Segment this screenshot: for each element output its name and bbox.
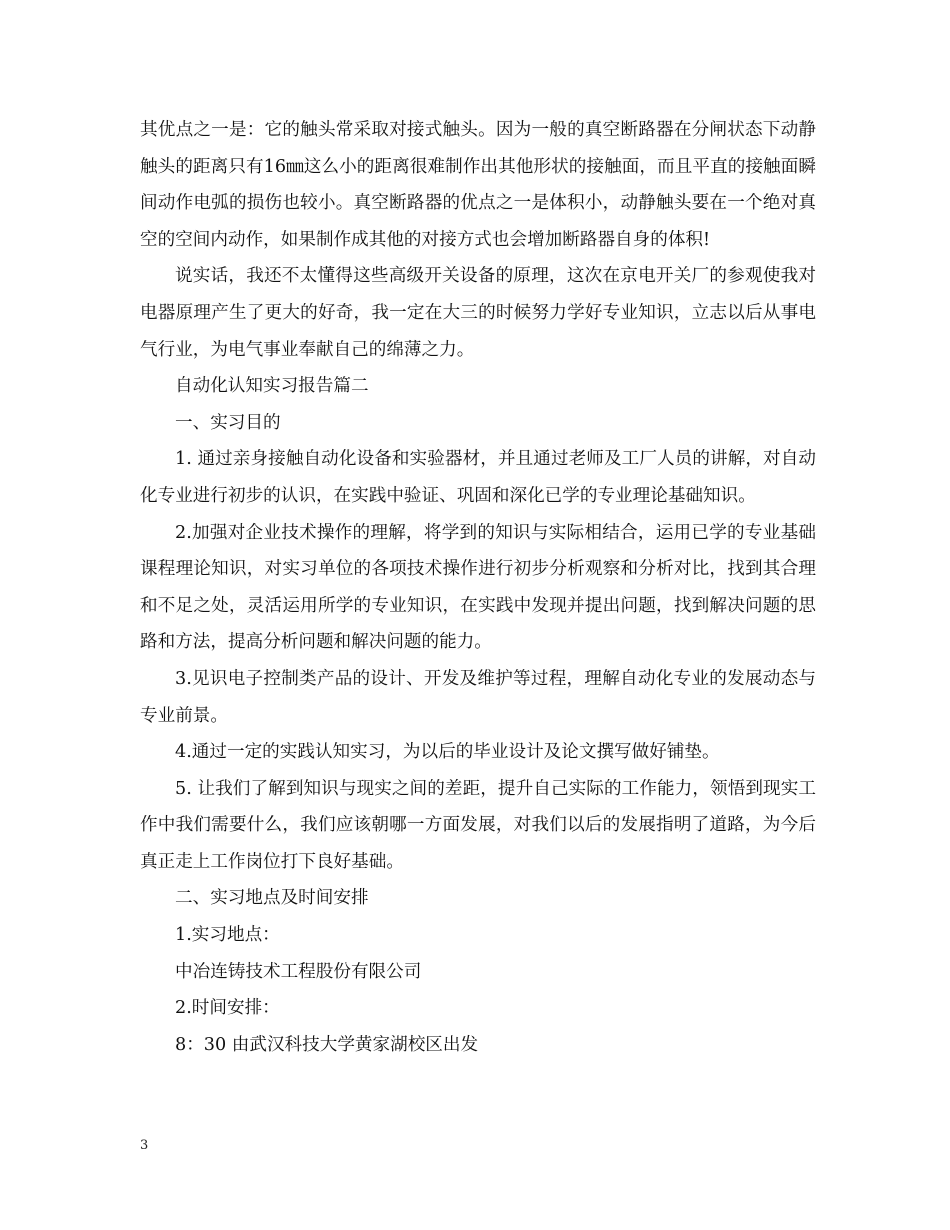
purpose-item-1: 1. 通过亲身接触自动化设备和实验器材，并且通过老师及工厂人员的讲解，对自动化专业进行初步的认识，在实践中验证、巩固和深化已学的专业理论基础知识。 [140,449,816,506]
location-value: 中冶连铸技术工程股份有限公司 [175,961,422,982]
paragraph-vacuum-breaker-advantages: 其优点之一是：它的触头常采取对接式触头。因为一般的真空断路器在分闸状态下动静触头的距离只有16㎜这么小的距离很难制作出其他形状的接触面，而且平直的接触面瞬间动作电弧的损伤也较小。真空断路器的优点之一是体积小，动静触头要在一个绝对真空的空间内动作，如果制作成其他的对接方式也会增加断路器自身的体积! [140,120,816,250]
heading-location-and-schedule: 二、实习地点及时间安排 [175,888,369,909]
heading-internship-purpose: 一、实习目的 [175,412,281,433]
document-body [140,112,816,1063]
location-label: 1.实习地点： [175,925,280,946]
page-number: 3 [140,1138,149,1153]
purpose-item-5: 5. 让我们了解到知识与现实之间的差距，提升自己实际的工作能力，领悟到现实工作中我们需要什么，我们应该朝哪一方面发展，对我们以后的发展指明了道路，为今后真正走上工作岗位打下良好基础。 [140,778,816,872]
section-title-report-part-two: 自动化认知实习报告篇二 [175,376,369,397]
paragraph-personal-reflection: 说实话，我还不太懂得这些高级开关设备的原理，这次在京电开关厂的参观使我对电器原理产生了更大的好奇，我一定在大三的时候努力学好专业知识，立志以后从事电气行业，为电气事业奉献自己的绵薄之力。 [140,266,816,360]
schedule-label: 2.时间安排： [175,998,280,1019]
purpose-item-4: 4.通过一定的实践认知实习，为以后的毕业设计及论文撰写做好铺垫。 [175,742,720,763]
purpose-item-3: 3.见识电子控制类产品的设计、开发及维护等过程，理解自动化专业的发展动态与专业前景。 [140,668,816,726]
purpose-item-2: 2.加强对企业技术操作的理解，将学到的知识与实际相结合，运用已学的专业基础课程理论知识，对实习单位的各项技术操作进行初步分析观察和分析对比，找到其合理和不足之处，灵活运用所学的专业知识，在实践中发现并提出问题，找到解决问题的思路和方法，提高分析问题和解决问题的能力。 [140,522,816,653]
schedule-item-departure: 8：30 由武汉科技大学黄家湖校区出发 [175,1034,479,1055]
